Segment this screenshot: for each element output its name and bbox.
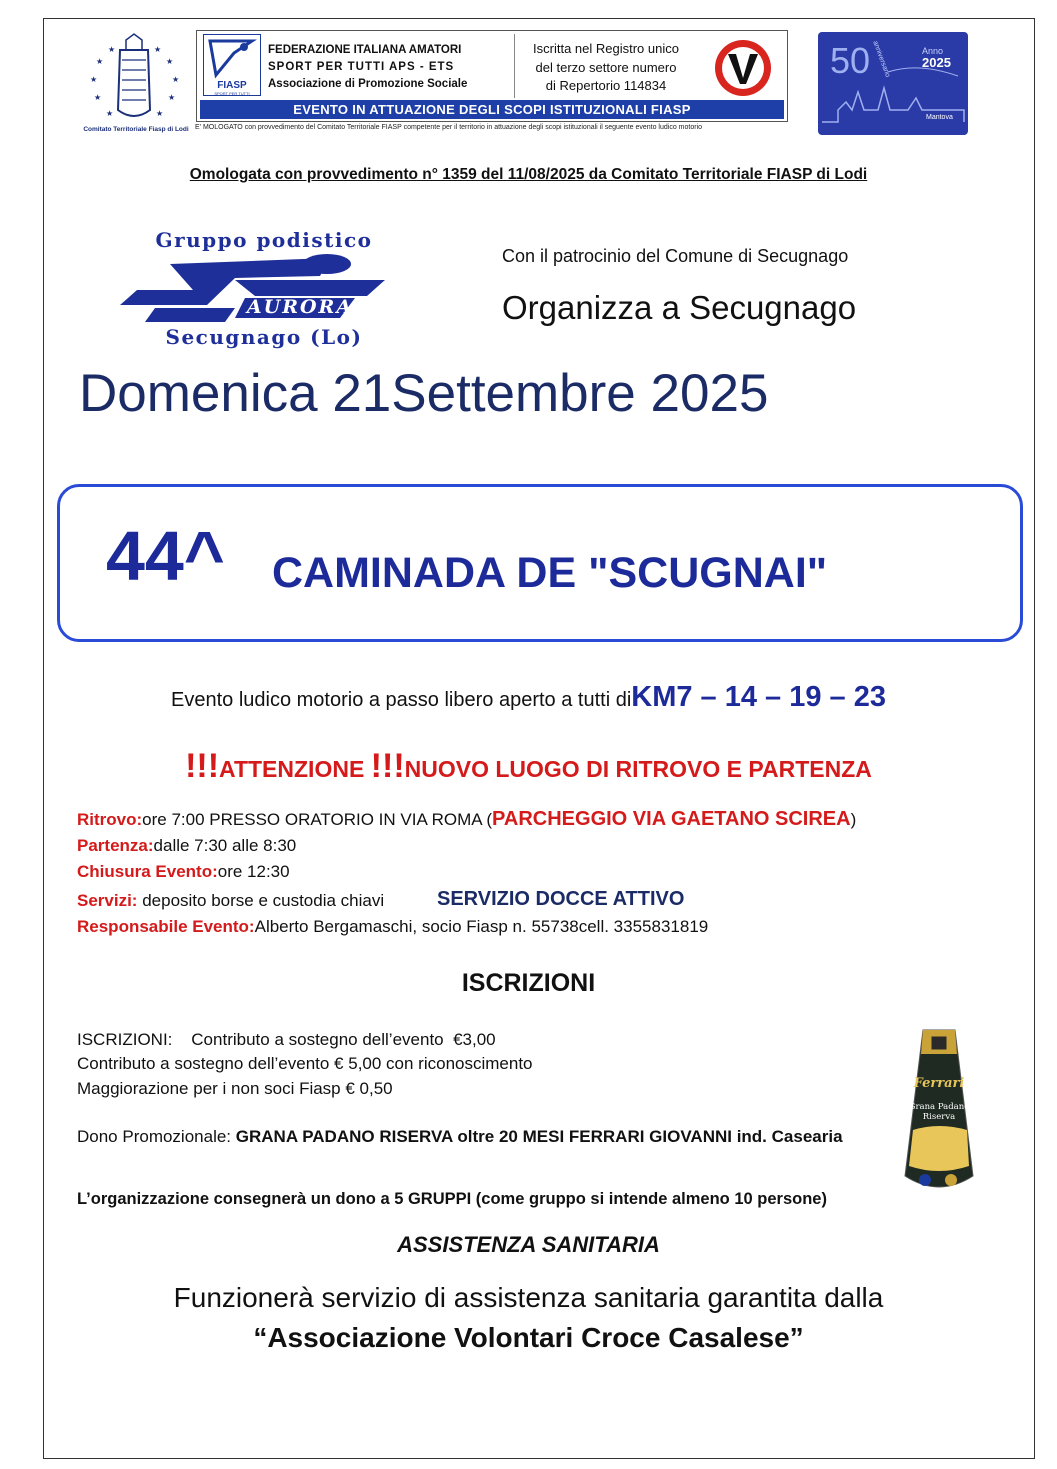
servizi-value: deposito borse e custodia chiavi bbox=[137, 891, 385, 910]
fiasp-logo-subtext: SPORT PER TUTTI bbox=[214, 91, 250, 96]
event-date: Domenica 21Settembre 2025 bbox=[79, 364, 769, 423]
svg-text:★: ★ bbox=[96, 57, 104, 66]
servizi-line bbox=[77, 891, 384, 911]
iscrizioni-heading: ISCRIZIONI bbox=[461, 969, 596, 997]
federazione-line1: FEDERAZIONE ITALIANA AMATORI bbox=[268, 44, 462, 56]
dono-line bbox=[77, 1127, 843, 1147]
iscrizioni-line3: Maggiorazione per i non soci Fiasp € 0,50 bbox=[77, 1079, 393, 1098]
attenzione-excl-2: !!! bbox=[370, 747, 405, 785]
gift-product-line1: Grana Padano bbox=[908, 1102, 970, 1112]
omologata-line: Omologata con provvedimento n° 1359 del 11/08/2025 da Comitato Territoriale FIASP di Lodi bbox=[189, 166, 868, 183]
registro-line2: del terzo settore numero bbox=[535, 59, 677, 75]
attenzione-message: NUOVO LUOGO DI RITROVO E PARTENZA bbox=[404, 756, 872, 782]
svg-text:★: ★ bbox=[108, 45, 116, 54]
svg-text:★: ★ bbox=[172, 75, 180, 84]
responsabile-line bbox=[77, 917, 708, 937]
ritrovo-value: ore 7:00 PRESSO ORATORIO IN VIA ROMA ( bbox=[142, 810, 493, 829]
evento-banner: EVENTO IN ATTUAZIONE DEGLI SCOPI ISTITUZIONALI FIASP bbox=[200, 100, 784, 119]
attenzione-word: ATTENZIONE bbox=[219, 756, 371, 782]
partenza-value: dalle 7:30 alle 8:30 bbox=[153, 836, 297, 855]
partenza-label: Partenza: bbox=[77, 836, 154, 855]
comitato-logo bbox=[80, 30, 188, 138]
evento-km: KM7 – 14 – 19 – 23 bbox=[631, 681, 886, 713]
responsabile-value: Alberto Bergamaschi, socio Fiasp n. 55738cell. 3355831819 bbox=[254, 917, 709, 936]
mologato-text: E' MOLOGATO con provvedimento del Comitato Territoriale FIASP competente per il territorio in attuazione degli scopi istituzionali il seguente evento ludico motorio bbox=[195, 124, 703, 131]
attenzione-excl-1: !!! bbox=[185, 747, 220, 785]
grana-padano-package bbox=[893, 1026, 985, 1206]
organizer-subtitle: Secugnago (Lo) bbox=[165, 325, 363, 349]
chiusura-line bbox=[77, 862, 290, 882]
federazione-line3: Associazione di Promozione Sociale bbox=[268, 78, 468, 90]
organizer-name: AURORA bbox=[246, 296, 354, 318]
patrocinio-text: Con il patrocinio del Comune di Secugnago bbox=[502, 246, 849, 266]
dono-value: GRANA PADANO RISERVA oltre 20 MESI FERRARI GIOVANNI ind. Casearia bbox=[235, 1127, 843, 1146]
ritrovo-line bbox=[77, 808, 856, 831]
chiusura-label: Chiusura Evento: bbox=[77, 862, 218, 881]
svg-text:★: ★ bbox=[156, 109, 164, 118]
ivv-logo bbox=[706, 38, 780, 98]
registro-line1: Iscritta nel Registro unico bbox=[533, 41, 679, 56]
comitato-caption: Comitato Territoriale Fiasp di Lodi bbox=[83, 126, 189, 133]
organizer-title: Gruppo podistico bbox=[155, 228, 373, 252]
svg-text:★: ★ bbox=[166, 57, 174, 66]
iscrizioni-line2: Contributo a sostegno dell’evento € 5,00 con riconoscimento bbox=[77, 1054, 533, 1073]
fiasp-logo-text: FIASP bbox=[217, 80, 247, 91]
federazione-line2: SPORT PER TUTTI APS - ETS bbox=[268, 61, 455, 73]
servizi-label: Servizi: bbox=[77, 891, 138, 910]
badge-city: Mantova bbox=[926, 114, 953, 121]
federazione-text bbox=[268, 42, 508, 93]
evento-line bbox=[60, 681, 997, 714]
event-edition: 44^ bbox=[106, 517, 225, 595]
partenza-line bbox=[77, 836, 296, 856]
registro-line3: di Repertorio 114834 bbox=[545, 78, 667, 93]
chiusura-value: ore 12:30 bbox=[217, 862, 290, 881]
badge-year: 2025 bbox=[922, 55, 951, 70]
registro-text bbox=[517, 40, 695, 96]
organizza-text: Organizza a Secugnago bbox=[502, 289, 857, 326]
anniversary-badge bbox=[818, 32, 968, 135]
svg-text:★: ★ bbox=[106, 109, 114, 118]
gift-product-line2: Riserva bbox=[922, 1112, 956, 1122]
assistenza-line1: Funzionerà servizio di assistenza sanitaria garantita dalla bbox=[173, 1282, 884, 1313]
assistenza-heading: ASSISTENZA SANITARIA bbox=[397, 1232, 660, 1257]
badge-anno: Anno bbox=[922, 46, 944, 56]
badge-anniversario: anniversario bbox=[871, 40, 892, 79]
assistenza-line2: “Associazione Volontari Croce Casalese” bbox=[253, 1322, 804, 1353]
aurora-runner-logo bbox=[115, 250, 415, 325]
responsabile-label: Responsabile Evento: bbox=[77, 917, 255, 936]
dono-label: Dono Promozionale: bbox=[77, 1127, 236, 1146]
svg-text:★: ★ bbox=[168, 93, 176, 102]
event-name: CAMINADA DE "SCUGNAI" bbox=[272, 549, 828, 597]
svg-text:★: ★ bbox=[154, 45, 162, 54]
svg-text:★: ★ bbox=[94, 93, 102, 102]
iscrizioni-line1: ISCRIZIONI: Contributo a sostegno dell’evento €3,00 bbox=[77, 1030, 496, 1049]
gift-brand: Ferrari bbox=[913, 1076, 965, 1091]
evento-text: Evento ludico motorio a passo libero aperto a tutti di bbox=[171, 689, 632, 711]
svg-text:★: ★ bbox=[90, 75, 98, 84]
badge-number: 50 bbox=[830, 40, 871, 81]
ritrovo-label: Ritrovo: bbox=[77, 810, 143, 829]
gruppi-line: L’organizzazione consegnerà un dono a 5 GRUPPI (come gruppo si intende almeno 10 persone) bbox=[77, 1190, 827, 1208]
ritrovo-close: ) bbox=[850, 810, 857, 829]
attenzione-line bbox=[60, 747, 997, 786]
ritrovo-parcheggio: PARCHEGGIO VIA GAETANO SCIREA bbox=[492, 808, 851, 830]
docce-text: SERVIZIO DOCCE ATTIVO bbox=[437, 888, 685, 910]
